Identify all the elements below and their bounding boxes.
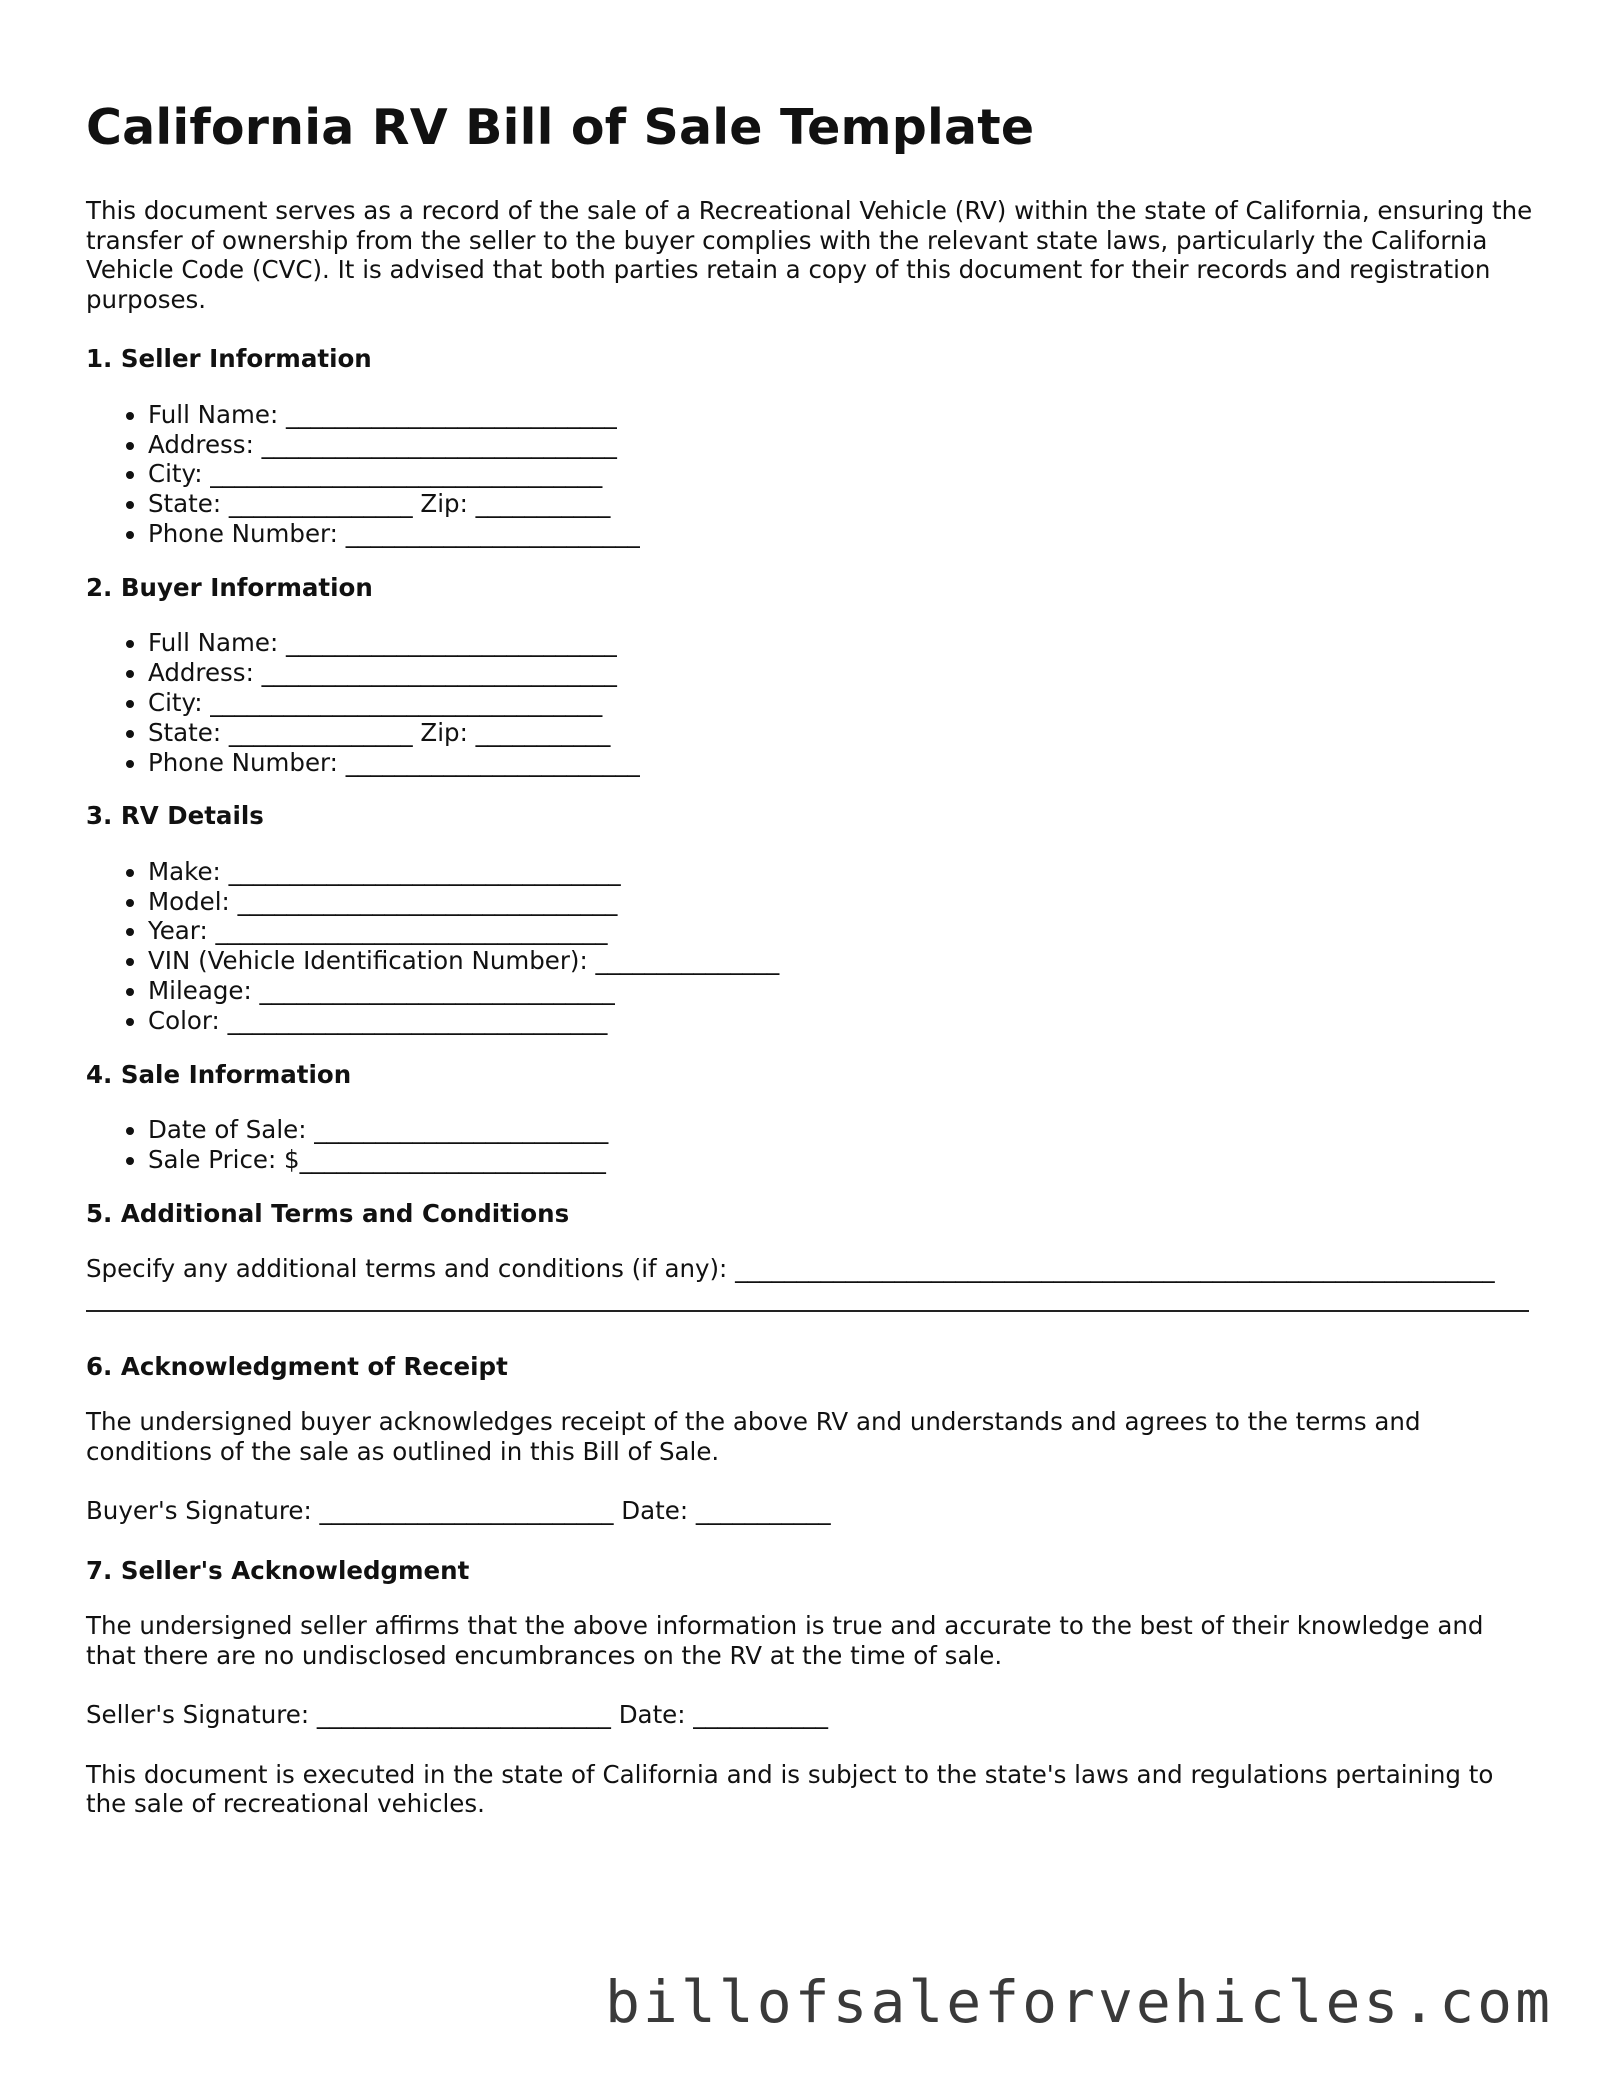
seller-address-field[interactable]: • Address: _____________________________ bbox=[148, 430, 1536, 460]
rv-make-field[interactable]: • Make: ________________________________ bbox=[148, 857, 1536, 887]
seller-city-field[interactable]: • City: ________________________________ bbox=[148, 459, 1536, 489]
seller-state-zip-field[interactable]: • State: _______________ Zip: ___________ bbox=[148, 489, 1536, 519]
rv-details-list bbox=[86, 857, 1536, 1036]
buyer-full-name-field[interactable]: • Full Name: ___________________________ bbox=[148, 628, 1536, 658]
rv-model-field[interactable]: • Model: _______________________________ bbox=[148, 887, 1536, 917]
sale-info-heading: 4. Sale Information bbox=[86, 1059, 352, 1089]
buyer-state-zip-field[interactable]: • State: _______________ Zip: ___________ bbox=[148, 718, 1536, 748]
buyer-phone-field[interactable]: • Phone Number: ________________________ bbox=[148, 748, 1536, 778]
document-page bbox=[86, 100, 1536, 1849]
rv-color-field[interactable]: • Color: _______________________________ bbox=[148, 1006, 1536, 1036]
additional-terms-heading: 5. Additional Terms and Conditions bbox=[86, 1198, 570, 1228]
seller-signature-line[interactable]: Seller's Signature: ________________________ Date: ___________ bbox=[86, 1700, 829, 1730]
acknowledgment-text: The undersigned buyer acknowledges receipt of the above RV and understands and agrees to the terms and conditions of the sale as outlined in this Bill of Sale. bbox=[86, 1407, 1421, 1466]
buyer-address-field[interactable]: • Address: _____________________________ bbox=[148, 658, 1536, 688]
seller-full-name-field[interactable]: • Full Name: ___________________________ bbox=[148, 400, 1536, 430]
sale-price-field[interactable]: • Sale Price: $_________________________ bbox=[148, 1145, 1536, 1175]
acknowledgment-heading: 6. Acknowledgment of Receipt bbox=[86, 1351, 508, 1381]
buyer-signature-line[interactable]: Buyer's Signature: ________________________ Date: ___________ bbox=[86, 1496, 831, 1526]
intro-paragraph: This document serves as a record of the sale of a Recreational Vehicle (RV) within the state of California, ensuring the transfer of ownership from the seller to the buyer complies with the relevant state laws, particularly the California Vehicle Code (CVC). It is advised that both parties retain a copy of this document for their records and registration purposes. bbox=[86, 196, 1533, 314]
sale-date-field[interactable]: • Date of Sale: ________________________ bbox=[148, 1115, 1536, 1145]
sale-info-list bbox=[86, 1115, 1536, 1175]
rv-details-heading: 3. RV Details bbox=[86, 801, 264, 831]
buyer-info-heading: 2. Buyer Information bbox=[86, 572, 373, 602]
seller-ack-text: The undersigned seller affirms that the above information is true and accurate to the best of their knowledge and that there are no undisclosed encumbrances on the RV at the time of sale. bbox=[86, 1611, 1484, 1670]
buyer-info-list bbox=[86, 628, 1536, 777]
seller-phone-field[interactable]: • Phone Number: ________________________ bbox=[148, 519, 1536, 549]
site-watermark: billofsaleforvehicles.com bbox=[605, 1968, 1553, 2036]
page-title: California RV Bill of Sale Template bbox=[86, 99, 1035, 156]
seller-ack-heading: 7. Seller's Acknowledgment bbox=[86, 1555, 470, 1585]
seller-info-list bbox=[86, 400, 1536, 549]
additional-terms-field[interactable]: Specify any additional terms and conditions (if any): ______________________________________________________________ bbox=[86, 1254, 1495, 1284]
additional-terms-rule[interactable] bbox=[86, 1310, 1529, 1312]
rv-mileage-field[interactable]: • Mileage: _____________________________ bbox=[148, 976, 1536, 1006]
seller-info-heading: 1. Seller Information bbox=[86, 344, 372, 374]
closing-paragraph: This document is executed in the state of California and is subject to the state's laws and regulations pertaining to the sale of recreational vehicles. bbox=[86, 1759, 1494, 1819]
rv-year-field[interactable]: • Year: ________________________________ bbox=[148, 916, 1536, 946]
buyer-city-field[interactable]: • City: ________________________________ bbox=[148, 688, 1536, 718]
rv-vin-field[interactable]: • VIN (Vehicle Identification Number): _______________ bbox=[148, 946, 1536, 976]
